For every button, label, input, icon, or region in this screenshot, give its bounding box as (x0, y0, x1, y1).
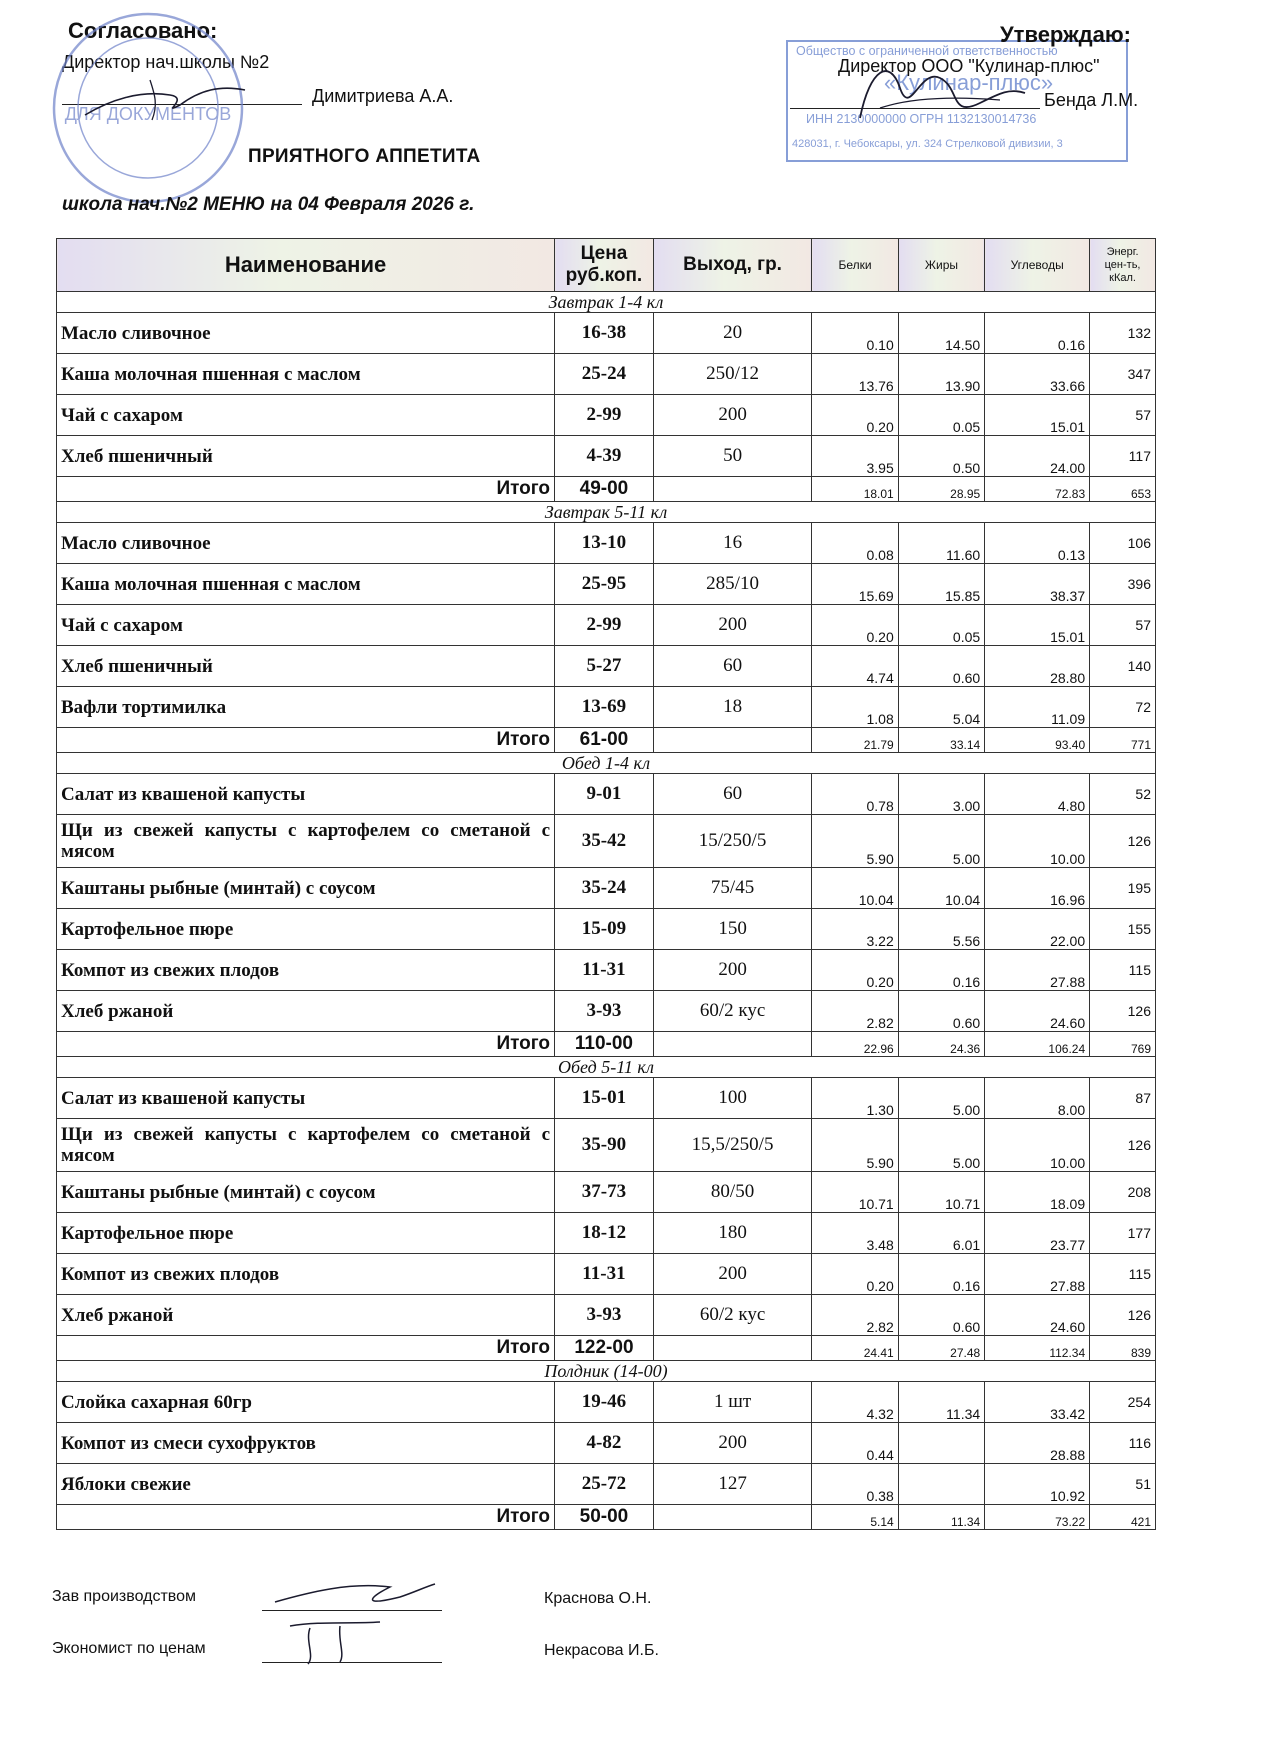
dish-yield: 100 (653, 1078, 811, 1119)
table-row (57, 991, 1156, 1032)
dish-name: Каша молочная пшенная с маслом (57, 354, 555, 395)
dish-fat: 5.00 (898, 1078, 984, 1119)
dish-price: 13-69 (555, 687, 654, 728)
footer-economist-role: Экономист по ценам (52, 1640, 206, 1657)
dish-energy: 57 (1090, 395, 1156, 436)
dish-yield: 180 (653, 1213, 811, 1254)
section-title: Обед 1-4 кл (57, 753, 1156, 774)
stamp-line-4: 428031, г. Чебоксары, ул. 324 Стрелковой дивизии, 3 (792, 138, 1063, 150)
dish-fat: 5.00 (898, 1119, 984, 1172)
dish-price: 2-99 (555, 395, 654, 436)
total-fat: 33.14 (898, 728, 984, 753)
dish-carbs: 38.37 (985, 564, 1090, 605)
table-row (57, 646, 1156, 687)
total-row (57, 728, 1156, 753)
col-header-yield: Выход, гр. (653, 239, 811, 292)
dish-carbs: 22.00 (985, 909, 1090, 950)
dish-name: Картофельное пюре (57, 1213, 555, 1254)
agreed-role: Директор нач.школы №2 (62, 52, 270, 72)
total-yield-empty (653, 728, 811, 753)
dish-fat: 0.05 (898, 605, 984, 646)
total-protein: 21.79 (812, 728, 898, 753)
dish-protein: 10.04 (812, 868, 898, 909)
dish-yield: 75/45 (653, 868, 811, 909)
dish-carbs: 0.13 (985, 523, 1090, 564)
total-carbs: 106.24 (985, 1032, 1090, 1057)
dish-carbs: 23.77 (985, 1213, 1090, 1254)
section-title: Полдник (14-00) (57, 1361, 1156, 1382)
total-label: Итого (57, 1032, 555, 1057)
dish-energy: 126 (1090, 1119, 1156, 1172)
dish-fat: 6.01 (898, 1213, 984, 1254)
dish-yield: 20 (653, 313, 811, 354)
dish-price: 16-38 (555, 313, 654, 354)
dish-energy: 396 (1090, 564, 1156, 605)
dish-protein: 0.20 (812, 1254, 898, 1295)
dish-protein: 2.82 (812, 991, 898, 1032)
table-row (57, 909, 1156, 950)
dish-yield: 60 (653, 646, 811, 687)
table-row (57, 564, 1156, 605)
dish-price: 35-90 (555, 1119, 654, 1172)
dish-carbs: 33.66 (985, 354, 1090, 395)
dish-energy: 87 (1090, 1078, 1156, 1119)
dish-yield: 127 (653, 1464, 811, 1505)
dish-fat: 0.16 (898, 1254, 984, 1295)
dish-price: 37-73 (555, 1172, 654, 1213)
total-row (57, 1032, 1156, 1057)
col-header-protein: Белки (812, 239, 898, 292)
dish-fat: 14.50 (898, 313, 984, 354)
dish-protein: 2.82 (812, 1295, 898, 1336)
dish-price: 11-31 (555, 950, 654, 991)
dish-carbs: 11.09 (985, 687, 1090, 728)
dish-energy: 126 (1090, 1295, 1156, 1336)
dish-name: Салат из квашеной капусты (57, 774, 555, 815)
total-fat: 24.36 (898, 1032, 984, 1057)
table-row (57, 774, 1156, 815)
dish-yield: 285/10 (653, 564, 811, 605)
dish-carbs: 27.88 (985, 1254, 1090, 1295)
dish-name: Чай с сахаром (57, 605, 555, 646)
dish-yield: 200 (653, 605, 811, 646)
table-row (57, 1213, 1156, 1254)
dish-carbs: 28.80 (985, 646, 1090, 687)
stamp-line-2: «Кулинар-плюс» (884, 70, 1054, 95)
dish-energy: 126 (1090, 815, 1156, 868)
total-label: Итого (57, 1505, 555, 1530)
section-title: Обед 5-11 кл (57, 1057, 1156, 1078)
dish-energy: 177 (1090, 1213, 1156, 1254)
total-protein: 5.14 (812, 1505, 898, 1530)
dish-fat: 0.60 (898, 646, 984, 687)
dish-price: 15-01 (555, 1078, 654, 1119)
dish-energy: 155 (1090, 909, 1156, 950)
dish-yield: 150 (653, 909, 811, 950)
table-row (57, 1295, 1156, 1336)
dish-yield: 15/250/5 (653, 815, 811, 868)
menu-table-body (57, 292, 1156, 1530)
dish-fat: 10.71 (898, 1172, 984, 1213)
dish-fat: 15.85 (898, 564, 984, 605)
total-fat: 28.95 (898, 477, 984, 502)
dish-price: 35-24 (555, 868, 654, 909)
table-row (57, 687, 1156, 728)
total-fat: 11.34 (898, 1505, 984, 1530)
table-row (57, 523, 1156, 564)
dish-price: 19-46 (555, 1382, 654, 1423)
dish-carbs: 15.01 (985, 605, 1090, 646)
dish-protein: 1.30 (812, 1078, 898, 1119)
total-label: Итого (57, 477, 555, 502)
total-protein: 18.01 (812, 477, 898, 502)
table-row (57, 1119, 1156, 1172)
dish-energy: 57 (1090, 605, 1156, 646)
dish-energy: 52 (1090, 774, 1156, 815)
agreed-name: Димитриева А.А. (312, 86, 454, 106)
dish-yield: 1 шт (653, 1382, 811, 1423)
dish-carbs: 10.00 (985, 1119, 1090, 1172)
signature-approver (850, 48, 1030, 138)
dish-carbs: 15.01 (985, 395, 1090, 436)
dish-protein: 3.95 (812, 436, 898, 477)
dish-energy: 115 (1090, 950, 1156, 991)
table-row (57, 1254, 1156, 1295)
dish-energy: 72 (1090, 687, 1156, 728)
total-label: Итого (57, 1336, 555, 1361)
dish-protein: 3.48 (812, 1213, 898, 1254)
total-price: 49-00 (555, 477, 654, 502)
dish-carbs: 8.00 (985, 1078, 1090, 1119)
dish-protein: 0.20 (812, 395, 898, 436)
dish-name: Хлеб пшеничный (57, 646, 555, 687)
dish-price: 25-95 (555, 564, 654, 605)
section-header-row (57, 292, 1156, 313)
table-row (57, 868, 1156, 909)
table-row (57, 313, 1156, 354)
total-price: 50-00 (555, 1505, 654, 1530)
col-header-carbs: Углеводы (985, 239, 1090, 292)
total-fat: 27.48 (898, 1336, 984, 1361)
section-title: Завтрак 5-11 кл (57, 502, 1156, 523)
total-row (57, 1336, 1156, 1361)
total-carbs: 93.40 (985, 728, 1090, 753)
dish-price: 11-31 (555, 1254, 654, 1295)
dish-fat: 5.04 (898, 687, 984, 728)
table-row (57, 395, 1156, 436)
section-header-row (57, 753, 1156, 774)
dish-name: Вафли тортимилка (57, 687, 555, 728)
dish-energy: 208 (1090, 1172, 1156, 1213)
dish-energy: 140 (1090, 646, 1156, 687)
section-header-row (57, 1057, 1156, 1078)
table-row (57, 1423, 1156, 1464)
total-price: 122-00 (555, 1336, 654, 1361)
dish-name: Чай с сахаром (57, 395, 555, 436)
dish-yield: 80/50 (653, 1172, 811, 1213)
table-row (57, 605, 1156, 646)
dish-yield: 200 (653, 1254, 811, 1295)
dish-name: Хлеб пшеничный (57, 436, 555, 477)
total-row (57, 1505, 1156, 1530)
dish-price: 18-12 (555, 1213, 654, 1254)
total-carbs: 112.34 (985, 1336, 1090, 1361)
total-energy: 769 (1090, 1032, 1156, 1057)
dish-energy: 115 (1090, 1254, 1156, 1295)
total-yield-empty (653, 477, 811, 502)
table-header-row (57, 239, 1156, 292)
dish-energy: 132 (1090, 313, 1156, 354)
dish-carbs: 24.00 (985, 436, 1090, 477)
dish-price: 25-24 (555, 354, 654, 395)
dish-protein: 4.32 (812, 1382, 898, 1423)
dish-carbs: 27.88 (985, 950, 1090, 991)
dish-protein: 13.76 (812, 354, 898, 395)
approve-title: Утверждаю: (1000, 22, 1131, 47)
dish-price: 3-93 (555, 991, 654, 1032)
dish-fat: 11.60 (898, 523, 984, 564)
dish-price: 4-82 (555, 1423, 654, 1464)
col-header-price: Цена руб.коп. (555, 239, 654, 292)
dish-carbs: 28.88 (985, 1423, 1090, 1464)
total-energy: 653 (1090, 477, 1156, 502)
dish-price: 35-42 (555, 815, 654, 868)
table-row (57, 815, 1156, 868)
dish-yield: 50 (653, 436, 811, 477)
dish-protein: 0.08 (812, 523, 898, 564)
total-row (57, 477, 1156, 502)
total-yield-empty (653, 1505, 811, 1530)
dish-yield: 200 (653, 395, 811, 436)
approve-role: Директор ООО "Кулинар-плюс" (838, 56, 1100, 76)
dish-fat: 0.60 (898, 1295, 984, 1336)
total-energy: 839 (1090, 1336, 1156, 1361)
table-row (57, 436, 1156, 477)
dish-fat: 10.04 (898, 868, 984, 909)
dish-fat: 11.34 (898, 1382, 984, 1423)
footer-production-role: Зав производством (52, 1588, 196, 1605)
dish-energy: 254 (1090, 1382, 1156, 1423)
total-carbs: 73.22 (985, 1505, 1090, 1530)
footer-economist-name: Некрасова И.Б. (544, 1642, 659, 1659)
dish-carbs: 24.60 (985, 1295, 1090, 1336)
menu-title: школа нач.№2 МЕНЮ на 04 Февраля 2026 г. (62, 194, 475, 215)
table-row (57, 1464, 1156, 1505)
dish-price: 15-09 (555, 909, 654, 950)
dish-name: Компот из свежих плодов (57, 950, 555, 991)
total-price: 110-00 (555, 1032, 654, 1057)
dish-fat (898, 1423, 984, 1464)
dish-yield: 60/2 кус (653, 1295, 811, 1336)
dish-energy: 106 (1090, 523, 1156, 564)
table-row (57, 950, 1156, 991)
total-carbs: 72.83 (985, 477, 1090, 502)
dish-name: Салат из квашеной капусты (57, 1078, 555, 1119)
dish-name: Компот из свежих плодов (57, 1254, 555, 1295)
col-header-energy: Энерг. цен-ть, кКал. (1090, 239, 1156, 292)
dish-carbs: 4.80 (985, 774, 1090, 815)
dish-carbs: 10.00 (985, 815, 1090, 868)
dish-protein: 0.20 (812, 605, 898, 646)
footer-production-name: Краснова О.Н. (544, 1590, 652, 1607)
total-energy: 771 (1090, 728, 1156, 753)
dish-carbs: 16.96 (985, 868, 1090, 909)
bon-appetit-text: ПРИЯТНОГО АППЕТИТА (248, 146, 481, 167)
dish-energy: 347 (1090, 354, 1156, 395)
table-row (57, 1078, 1156, 1119)
signature-production (270, 1572, 440, 1612)
dish-yield: 18 (653, 687, 811, 728)
dish-protein: 0.44 (812, 1423, 898, 1464)
dish-carbs: 18.09 (985, 1172, 1090, 1213)
dish-name: Масло сливочное (57, 523, 555, 564)
table-row (57, 354, 1156, 395)
dish-fat: 0.05 (898, 395, 984, 436)
dish-protein: 10.71 (812, 1172, 898, 1213)
dish-protein: 15.69 (812, 564, 898, 605)
dish-carbs: 10.92 (985, 1464, 1090, 1505)
dish-price: 4-39 (555, 436, 654, 477)
signature-director (80, 60, 250, 130)
dish-price: 3-93 (555, 1295, 654, 1336)
table-row (57, 1382, 1156, 1423)
dish-protein: 0.38 (812, 1464, 898, 1505)
dish-protein: 5.90 (812, 815, 898, 868)
total-energy: 421 (1090, 1505, 1156, 1530)
dish-protein: 1.08 (812, 687, 898, 728)
total-protein: 24.41 (812, 1336, 898, 1361)
total-price: 61-00 (555, 728, 654, 753)
dish-energy: 195 (1090, 868, 1156, 909)
agreed-title: Согласовано: (68, 18, 218, 43)
dish-fat: 5.56 (898, 909, 984, 950)
dish-fat: 0.50 (898, 436, 984, 477)
dish-price: 5-27 (555, 646, 654, 687)
dish-energy: 116 (1090, 1423, 1156, 1464)
dish-name: Яблоки свежие (57, 1464, 555, 1505)
dish-fat: 13.90 (898, 354, 984, 395)
dish-fat: 0.16 (898, 950, 984, 991)
dish-name: Каштаны рыбные (минтай) с соусом (57, 1172, 555, 1213)
dish-yield: 60/2 кус (653, 991, 811, 1032)
signature-economist (270, 1616, 440, 1666)
stamp-left-text: ДЛЯ ДОКУМЕНТОВ (64, 104, 232, 124)
section-header-row (57, 1361, 1156, 1382)
dish-fat: 3.00 (898, 774, 984, 815)
dish-protein: 0.20 (812, 950, 898, 991)
dish-name: Каштаны рыбные (минтай) с соусом (57, 868, 555, 909)
dish-name: Хлеб ржаной (57, 991, 555, 1032)
section-title: Завтрак 1-4 кл (57, 292, 1156, 313)
dish-protein: 3.22 (812, 909, 898, 950)
dish-price: 25-72 (555, 1464, 654, 1505)
dish-yield: 16 (653, 523, 811, 564)
dish-name: Компот из смеси сухофруктов (57, 1423, 555, 1464)
dish-yield: 200 (653, 950, 811, 991)
dish-protein: 0.78 (812, 774, 898, 815)
total-label: Итого (57, 728, 555, 753)
dish-carbs: 24.60 (985, 991, 1090, 1032)
dish-yield: 200 (653, 1423, 811, 1464)
section-header-row (57, 502, 1156, 523)
dish-yield: 15,5/250/5 (653, 1119, 811, 1172)
dish-fat: 5.00 (898, 815, 984, 868)
dish-protein: 4.74 (812, 646, 898, 687)
dish-yield: 60 (653, 774, 811, 815)
dish-name: Хлеб ржаной (57, 1295, 555, 1336)
dish-energy: 51 (1090, 1464, 1156, 1505)
col-header-fat: Жиры (898, 239, 984, 292)
dish-fat: 0.60 (898, 991, 984, 1032)
dish-yield: 250/12 (653, 354, 811, 395)
dish-carbs: 33.42 (985, 1382, 1090, 1423)
dish-price: 2-99 (555, 605, 654, 646)
total-protein: 22.96 (812, 1032, 898, 1057)
dish-name: Картофельное пюре (57, 909, 555, 950)
col-header-name: Наименование (57, 239, 555, 292)
total-yield-empty (653, 1032, 811, 1057)
dish-name: Каша молочная пшенная с маслом (57, 564, 555, 605)
dish-energy: 117 (1090, 436, 1156, 477)
dish-fat (898, 1464, 984, 1505)
menu-table (56, 238, 1156, 1530)
dish-protein: 0.10 (812, 313, 898, 354)
approve-name: Бенда Л.М. (1044, 90, 1139, 110)
dish-name: Масло сливочное (57, 313, 555, 354)
dish-carbs: 0.16 (985, 313, 1090, 354)
total-yield-empty (653, 1336, 811, 1361)
dish-energy: 126 (1090, 991, 1156, 1032)
dish-protein: 5.90 (812, 1119, 898, 1172)
dish-name: Слойка сахарная 60гр (57, 1382, 555, 1423)
dish-price: 9-01 (555, 774, 654, 815)
stamp-line-1: Общество с ограниченной ответственностью (796, 44, 1058, 58)
table-row (57, 1172, 1156, 1213)
dish-price: 13-10 (555, 523, 654, 564)
dish-name: Щи из свежей капусты с картофелем со сметаной с мясом (57, 815, 555, 868)
dish-name: Щи из свежей капусты с картофелем со сметаной с мясом (57, 1119, 555, 1172)
stamp-line-3: ИНН 2130000000 ОГРН 1132130014736 (806, 112, 1037, 126)
